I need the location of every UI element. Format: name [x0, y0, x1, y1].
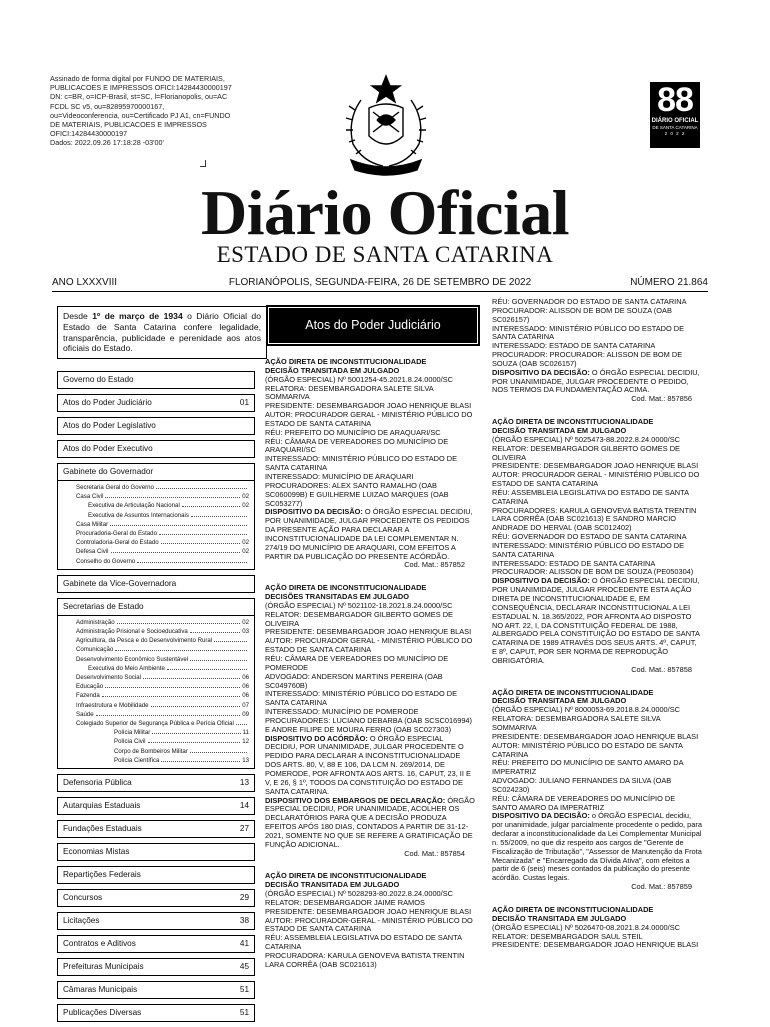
toc-entry[interactable] [57, 889, 255, 907]
toc-leader-dots [115, 645, 247, 651]
dispositivo-label: DISPOSITIVO DA DECISÃO: [492, 576, 590, 586]
act-line: RELATOR: DESEMBARGADOR SAUL STEIL [492, 931, 643, 941]
act-line: INTERESSADO: MUNICÍPIO DE POMERODE [265, 707, 419, 717]
toc-subitem-label: Conselho do Governo [76, 557, 136, 565]
act-dispositivo: DISPOSITIVO DA DECISÃO: O ÓRGÃO ESPECIAL DECIDIU, POR UNANIMIDADE, JULGAR PROCEDENTE OS PEDIDOS DA PRESENTE AÇÃO PARA DECLARAR A INCONSTITUCIONALIDADE DA LEI COMPLEMENTAR N. 274/19 DO MUNICÍPIO DE ARAQUARI, COM EFEITOS A PARTIR DA PUBLICAÇÃO DO PRESENTE ACÓRDÃO. [265, 507, 473, 561]
toc-entry-header [58, 1005, 254, 1021]
act-dispositivo: DISPOSITIVO DO ACÓRDÃO: O ÓRGÃO ESPECIAL DECIDIU, POR UNANIMIDADE, JULGAR PROCEDENTE O PEDIDO PARA DECLARAR A INCONSTITUCIONALIDADE DOS ARTS. 80, V, 88 E 106, DA LCM N. 269/2014, DE POMERODE, POR AFRONTA AOS ARTS. 16, CAPUT, 23, II E V, E 26, § 1º, TODOS DA CONSTITUIÇÃO DO ESTADO DE SANTA CATARINA. [265, 733, 471, 796]
toc-entry-label: Câmaras Municipais [63, 985, 138, 995]
toc-subitem-label: Desenvolvimento Social [76, 674, 142, 682]
act-heading: AÇÃO DIRETA DE INCONSTITUCIONALIDADE [265, 357, 427, 366]
toc-subitem[interactable] [58, 501, 254, 510]
toc-subitem-label: Casa Militar [76, 520, 109, 528]
toc-subitem-page: 09 [242, 710, 249, 718]
toc-entry[interactable] [57, 820, 255, 838]
dateline [52, 276, 708, 290]
toc-entry[interactable] [57, 417, 255, 435]
toc-entry-header [58, 395, 254, 411]
column-right [492, 298, 702, 950]
act-line: RÉU: CÂMARA DE VEREADORES DO MUNICÍPIO DE SANTO AMARO DA IMPERATRIZ [492, 793, 676, 812]
act-heading: AÇÃO DIRETA DE INCONSTITUCIONALIDADE [265, 583, 427, 593]
toc-entry-page: 14 [239, 801, 249, 811]
cod-mat: Cod. Mat.: 857859 [631, 882, 692, 892]
act-line: PRESIDENTE: DESEMBARGADOR JOAO HENRIQUE BLASI [265, 906, 472, 916]
act-line: RELATOR: DESEMBARGADOR GILBERTO GOMES DE OLIVEIRA [265, 609, 453, 628]
intro-post: o Diário Oficial do Estado de Santa Catarina confere legalidade, transparência, publicidade e perenidade aos atos oficiais do Estado. [63, 311, 261, 354]
act-heading: DECISÃO TRANSITADA EM JULGADO [492, 425, 627, 435]
act-line: RÉU: PREFEITO DO MUNICÍPIO DE SANTO AMARO DA IMPERATRIZ [492, 758, 684, 777]
spacer [265, 858, 475, 872]
toc-entry[interactable] [57, 1004, 255, 1022]
toc-subitem[interactable] [58, 483, 254, 492]
masthead-subtitle: ESTADO DE SANTA CATARINA [216, 242, 554, 267]
toc-entry-header [58, 798, 254, 814]
toc-subitem-label: Defesa Civil [76, 548, 109, 556]
act-line: AUTOR: PROCURADOR GERAL - MINISTÉRIO PÚBLICO DO ESTADO DE SANTA CATARINA [492, 470, 700, 489]
spacer [265, 570, 475, 584]
act-heading: AÇÃO DIRETA DE INCONSTITUCIONALIDADE [492, 905, 654, 914]
toc-entry-page: 51 [239, 1008, 249, 1018]
toc-entry-label: Atos do Poder Legislativo [63, 421, 156, 430]
act-line: PROCURADORA: KARULA GENOVEVA BATISTA TRENTIN LARA CORRÊA (OAB SC021613) [265, 951, 465, 969]
act-line: INTERESSADO: ESTADO DE SANTA CATARINA [492, 558, 656, 568]
toc-leader-dots [111, 547, 241, 553]
toc-subitem-label: Controladoria-Geral do Estado [76, 539, 159, 547]
toc-subitem[interactable] [58, 747, 254, 756]
toc-subitem-page: 07 [242, 701, 249, 709]
toc-group-secretarias[interactable] [57, 598, 255, 769]
toc-leader-dots [159, 529, 247, 535]
toc-subitem-label: Administração Prisional e Socioeducativa [76, 628, 188, 636]
toc-entry[interactable] [57, 371, 255, 389]
toc-leader-dots [190, 655, 247, 661]
act-line: PRESIDENTE: DESEMBARGADOR JOAO HENRIQUE BLASI [492, 461, 699, 471]
act-line: PRESIDENTE: DESEMBARGADOR JOAO HENRIQUE BLASI [492, 940, 699, 950]
toc-subitem[interactable] [58, 547, 254, 556]
toc-entry-label: Economias Mistas [63, 847, 130, 857]
act-heading: DECISÕES TRANSITADAS EM JULGADO [265, 592, 409, 602]
toc-subitem-label: Polícia Científica [114, 756, 160, 764]
toc-subitem[interactable] [58, 673, 254, 682]
act-heading: AÇÃO DIRETA DE INCONSTITUCIONALIDADE [492, 687, 654, 697]
toc-entry-page: 45 [239, 962, 249, 972]
toc-subitem[interactable] [58, 636, 254, 645]
toc-entry[interactable] [57, 394, 255, 412]
toc-leader-dots [105, 492, 240, 498]
toc-subitem[interactable] [58, 492, 254, 501]
cod-mat: Cod. Mat.: 857856 [631, 394, 692, 404]
act-heading: AÇÃO DIRETA DE INCONSTITUCIONALIDADE [492, 417, 654, 427]
toc-entry-header [58, 775, 254, 791]
toc-entry-header [58, 936, 254, 952]
toc-entry[interactable] [57, 981, 255, 999]
toc-subitem[interactable] [58, 538, 254, 547]
toc-subitem-page: 06 [242, 692, 249, 700]
toc-entry-label: Gabinete da Vice-Governadora [63, 578, 177, 588]
act-line: (ÓRGÃO ESPECIAL) Nº 5025473-88.2022.8.24.0000/SC [492, 434, 680, 444]
toc-entry-label: Licitações [63, 916, 100, 926]
act-line: AUTOR: PROCURADOR-GERAL - MINISTÉRIO PÚBLICO DO ESTADO DE SANTA CATARINA [265, 915, 473, 934]
badge-line1: DIÁRIO OFICIAL [651, 118, 699, 124]
section-banner [266, 305, 480, 346]
act-line: PROCURADOR: ALISSON DE BOM DE SOUZA (OAB SC026157) [492, 305, 672, 324]
toc-entry-header [58, 418, 254, 434]
toc-entry-header [58, 599, 254, 616]
toc-subitem-label: Educação [76, 683, 104, 691]
toc-entry[interactable] [57, 575, 255, 593]
masthead-title: Diário Oficial [200, 177, 570, 248]
toc-entry-label: Secretarias de Estado [63, 601, 144, 611]
toc-subitem[interactable] [58, 682, 254, 691]
toc-entry-page: 51 [239, 985, 249, 995]
toc-entry-label: Governo do Estado [63, 375, 134, 384]
act-line: (ÓRGÃO ESPECIAL) Nº 8000053-69.2018.8.24.0000/SC [492, 705, 680, 715]
intro-date: 1º de março de 1934 [92, 311, 183, 321]
act-line: (ÓRGÃO ESPECIAL) Nº 5026470-08.2021.8.24.0000/SC [492, 922, 680, 932]
act-line: PROCURADORES: ALEX SANTO RAMALHO (OAB SC060099B) E GUILHERME LUIZAO MARQUES (OAB SC053277) [265, 480, 449, 508]
dispositivo-label: DISPOSITIVO DA DECISÃO: [492, 367, 590, 377]
toc-subitem-page: 02 [242, 548, 249, 556]
act-line: PRESIDENTE: DESEMBARGADOR JOAO HENRIQUE BLASI [265, 627, 472, 637]
state-coat-of-arms-icon [333, 70, 439, 182]
toc-entry-label: Defensoria Pública [63, 778, 132, 788]
spacer [492, 675, 702, 689]
toc-entry-header [58, 576, 254, 592]
act-dispositivo: DISPOSITIVO DA DECISÃO: O ÓRGÃO ESPECIAL DECIDIU, POR UNANIMIDADE, JULGAR PROCEDENTE ESTA AÇÃO DIRETA DE INCONSTITUCIONALIDADE E, EM CONSEQUÊNCIA, DECLARAR INCONSTITUCIONAL A LEI ESTADUAL N. 18.365/2022, POR AFRONTA AO DISPOSTO NO ART. 22, I, DA CONSTITUIÇÃO FEDERAL DE 1988, ALBERGADO PELA CONSTITUIÇÃO DO ESTADO DE SANTA CATARINA DE 1989 ATRAVÉS DOS SEUS ARTS. 4º, CAPUT, E 8º, CAPUT, POR SER NORMA DE REPRODUÇÃO OBRIGATÓRIA. [492, 576, 700, 665]
toc-entry[interactable] [57, 774, 255, 792]
toc-subitem[interactable] [58, 520, 254, 529]
dispositivo-label: DISPOSITIVO DO ACÓRDÃO: [265, 733, 368, 743]
act-line: AUTOR: MINISTÉRIO PÚBLICO DO ESTADO DE SANTA CATARINA [492, 740, 683, 759]
toc-subitem-page: 06 [242, 674, 249, 682]
toc-entry-page: 01 [239, 398, 249, 407]
act-line: INTERESSADO: MINISTÉRIO PÚBLICO DO ESTADO DE SANTA CATARINA [492, 323, 685, 342]
act-line: PROCURADOR: ALISSON DE BOM DE SOUZA (PE050304) [492, 567, 694, 577]
toc-group-gabinete[interactable] [57, 463, 255, 570]
toc-entry[interactable] [57, 958, 255, 976]
toc-leader-dots [161, 756, 240, 762]
toc-entry-header [58, 844, 254, 860]
place-date: FLORIANÓPOLIS, SEGUNDA-FEIRA, 26 DE SETEMBRO DE 2022 [228, 277, 532, 288]
toc-entry-header [58, 441, 254, 457]
toc-leader-dots [214, 636, 247, 642]
toc-subitem[interactable] [58, 655, 254, 664]
toc-subitem[interactable] [58, 664, 254, 673]
toc-leader-dots [190, 627, 240, 633]
toc-subitem[interactable] [58, 557, 254, 566]
toc-leader-dots [96, 710, 241, 716]
toc-entry-label: Repartições Federais [63, 870, 141, 880]
toc-subitem-page: 03 [242, 628, 249, 636]
toc-entry-header [58, 821, 254, 837]
act-line: RELATORA: DESEMBARGADORA SALETE SILVA SOMMARIVA [265, 383, 434, 402]
toc-entry-header [58, 464, 254, 481]
act-line: RÉU: CÂMARA DE VEREADORES DO MUNICÍPIO DE ARAQUARI/SC [265, 436, 449, 455]
toc-entry[interactable] [57, 866, 255, 884]
toc-subitem-label: Agricultura, da Pesca e do Desenvolvimento Rural [76, 637, 213, 645]
toc-subitem[interactable] [58, 618, 254, 627]
toc-subitem-label: Administração [76, 618, 115, 626]
toc-subitem[interactable] [58, 756, 254, 765]
act-heading: DECISÃO TRANSITADA EM JULGADO [265, 880, 400, 890]
cod-mat: Cod. Mat.: 857854 [404, 848, 465, 858]
act-line: PROCURADORES: KARULA GENOVEVA BATISTA TRENTIN LARA CORRÊA (OAB SC021613) E SANDRO MARCIO ANDRADE DO HERVAL (OAB SC012402) [492, 505, 697, 533]
act-line: RELATOR: DESEMBARGADOR JAIME RAMOS [265, 897, 425, 907]
toc-leader-dots [148, 737, 241, 743]
toc-subitem[interactable] [58, 645, 254, 654]
toc-leader-dots [156, 483, 247, 489]
toc-subitem[interactable] [58, 719, 254, 728]
badge-line2: DE SANTA CATARINA [652, 125, 698, 130]
toc-subitem-label: Executiva de Articulação Nacional [88, 502, 180, 510]
act-dispositivo: DISPOSITIVO DA DECISÃO: o ÓRGÃO ESPECIAL decidiu, por unanimidade, julgar parcialmente procedente o pedido, para declarar a inconstitucionalidade da Lei Complementar Municipal n. 55/2009, no que diz respeito aos cargos de "Gerente de Fiscalização de Tributação", "Assessor de Manutenção da Frota Mecanizada" e "Encarregado da Dívida Ativa", com efeitos a partir de 6 (seis) meses contados da publicação do presente acórdão. Custas legais. [492, 811, 702, 883]
toc-entry-page: 13 [239, 778, 249, 788]
act-line: AUTOR: PROCURADOR GERAL - MINISTÉRIO PÚBLICO DO ESTADO DE SANTA CATARINA [265, 636, 473, 655]
anniversary-badge [650, 82, 700, 148]
toc-entry-header [58, 913, 254, 929]
toc-entry-header [58, 867, 254, 883]
spacer [492, 404, 702, 418]
toc-entry-label: Gabinete do Governador [63, 467, 154, 476]
act-line: RÉU: CÂMARA DE VEREADORES DO MUNICÍPIO DE POMERODE [265, 654, 449, 672]
toc-subitem-label: Polícia Civil [114, 738, 146, 746]
toc-subitem-page: 02 [242, 539, 249, 547]
act-line: PROCURADOR: PROCURADOR: ALISSON DE BOM DE SOUZA (OAB SC026157) [492, 350, 683, 368]
toc-subitem[interactable] [58, 511, 254, 520]
act-line: INTERESSADO: ESTADO DE SANTA CATARINA [492, 341, 656, 351]
toc-leader-dots [105, 682, 240, 688]
act-dispositivo: DISPOSITIVO DOS EMBARGOS DE DECLARAÇÃO: ÓRGÃO ESPECIAL DECIDIU, POR UNANIMIDADE, ACOLHER OS DECLARATÓRIOS PARA QUE A DECISÃO PRODUZA EFEITOS APÓS 180 DIAS, CONTADOS A PARTIR DE 31-12-2021, SOMENTE NO QUE SE REFERE A GRATIFICAÇÃO DE FUNÇÃO ADICIONAL. [265, 795, 475, 849]
toc-leader-dots [137, 557, 247, 563]
toc-entry[interactable] [57, 935, 255, 953]
act-line: RELATORA: DESEMBARGADORA SALETE SILVA SOMMARIVA [492, 714, 661, 732]
toc-entry-label: Atos do Poder Executivo [63, 444, 153, 453]
toc-leader-dots [190, 747, 247, 753]
toc-subitem-label: Corpo de Bombeiros Militar [114, 747, 188, 755]
toc-leader-dots [191, 511, 247, 517]
toc-entry-label: Fundações Estaduais [63, 824, 142, 834]
toc-subitem-label: Executiva do Meio Ambiente [88, 664, 165, 672]
toc-subitem[interactable] [58, 728, 254, 737]
toc-entry-page: 38 [239, 916, 249, 926]
toc-subitem-label: Casa Civil [76, 493, 104, 501]
toc-subitem-page: 12 [242, 738, 249, 746]
act-line: INTERESSADO: MINISTÉRIO PÚBLICO DO ESTADO DE SANTA CATARINA [265, 454, 458, 473]
act-heading: DECISÃO TRANSITADA EM JULGADO [492, 696, 627, 706]
dispositivo-label: DISPOSITIVO DA DECISÃO: [265, 507, 363, 517]
act-line: PRESIDENTE: DESEMBARGADOR JOAO HENRIQUE BLASI [265, 401, 472, 411]
intro-pre: Desde [63, 311, 93, 321]
signature-corner-mark [200, 160, 206, 167]
toc-subitem-label: Desenvolvimento Econômico Sustentável [76, 655, 189, 663]
toc-entry-page: 27 [239, 824, 249, 834]
act-line: (ÓRGÃO ESPECIAL) Nº 5001254-45.2021.8.24.0000/SC [265, 374, 453, 384]
act-line: RELATOR: DESEMBARGADOR GILBERTO GOMES DE OLIVEIRA [492, 443, 680, 462]
act-line: PRESIDENTE: DESEMBARGADOR JOAO HENRIQUE BLASI [492, 731, 699, 741]
toc-leader-dots [167, 664, 247, 670]
cod-mat: Cod. Mat.: 857858 [631, 664, 692, 674]
toc-subitem-page: 02 [242, 618, 249, 626]
cod-mat: Cod. Mat.: 857852 [404, 560, 465, 570]
toc-subitem-label: Fazenda [76, 692, 100, 700]
toc-subitem-page: 02 [242, 502, 249, 510]
act-line: (ÓRGÃO ESPECIAL) Nº 5021102-18.2021.8.24.0000/SC [265, 600, 453, 610]
toc-leader-dots [152, 728, 240, 734]
toc-leader-dots [143, 673, 240, 679]
toc-entry-label: Atos do Poder Judiciário [63, 398, 152, 407]
toc-entry-page: 29 [239, 893, 249, 903]
act-line: ADVOGADO: JULIANO FERNANDES DA SILVA (OAB SC024230) [492, 776, 672, 794]
digital-signature: Assinado de forma digital por FUNDO DE MATERIAIS, PUBLICACOES E IMPRESSOS OFICI:14284430000197 DN: c=BR, o=ICP-Brasil, st=SC, l=Florianopolis, ou=AC FCDL SC v5, ou=82895970000167, ou=Videoconferencia, ou=Certificado PJ A1, cn=FUNDO DE MATERIAIS, PUBLICACOES E IMPRESSOS OFICI:14284430000197 Dados: 2022.09.26 17:18:28 -03'00' [50, 74, 232, 148]
toc-leader-dots [161, 538, 241, 544]
act-line: AUTOR: PROCURADOR GERAL - MINISTÉRIO PÚBLICO DO ESTADO DE SANTA CATARINA [265, 410, 473, 428]
toc-entry-label: Publicações Diversas [63, 1008, 142, 1018]
dispositivo-label: DISPOSITIVO DOS EMBARGOS DE DECLARAÇÃO: [265, 795, 446, 805]
toc-entry-header [58, 372, 254, 388]
badge-number: 88 [657, 81, 693, 119]
dispositivo-label: DISPOSITIVO DA DECISÃO: [492, 811, 590, 821]
toc-entry[interactable] [57, 912, 255, 930]
act-line: RÉU: GOVERNADOR DO ESTADO DE SANTA CATARINA [492, 297, 687, 306]
act-dispositivo: DISPOSITIVO DA DECISÃO: O ÓRGÃO ESPECIAL DECIDIU, POR UNANIMIDADE, JULGAR PROCEDENTE O PEDIDO, NOS TERMOS DA FUNDAMENTAÇÃO ACIMA. [492, 367, 700, 395]
toc-leader-dots [236, 719, 247, 725]
act-line: INTERESSADO: MINISTÉRIO PÚBLICO DO ESTADO DE SANTA CATARINA [492, 540, 685, 559]
act-line: PROCURADORES: LUCIANO DEBARBA (OAB SCSC016994) E ANDRE FILIPE DE MOURA FERRO (OAB SC027303) [265, 715, 472, 734]
toc-subitem-label: Colegiado Superior de Segurança Pública e Perícia Oficial [76, 720, 234, 728]
act-line: INTERESSADO: MINISTÉRIO PÚBLICO DO ESTADO DE SANTA CATARINA [265, 689, 458, 708]
toc-subitem-label: Infraestrutura e Mobilidade [76, 701, 149, 709]
toc-entry[interactable] [57, 797, 255, 815]
section-banner-label: Atos do Poder Judiciário [305, 318, 441, 332]
toc-entry[interactable] [57, 440, 255, 458]
toc-subitem-label: Polícia Militar [114, 729, 151, 737]
toc-subitems [58, 481, 254, 569]
toc-subitem[interactable] [58, 701, 254, 710]
act-heading: AÇÃO DIRETA DE INCONSTITUCIONALIDADE [265, 871, 427, 881]
toc-subitem[interactable] [58, 710, 254, 719]
act-line: RÉU: PREFEITO DO MUNICÍPIO DE ARAQUARI/SC [265, 427, 441, 437]
toc-subitems [58, 616, 254, 768]
act-line: (ÓRGÃO ESPECIAL) Nº 5028293-80.2022.8.24.0000/SC [265, 889, 453, 899]
toc-subitem-page: 13 [242, 756, 249, 764]
spacer [265, 344, 475, 358]
toc-entry-label: Contratos e Aditivos [63, 939, 136, 949]
toc-entry-label: Prefeituras Municipais [63, 962, 144, 972]
toc-subitem-page: 02 [242, 493, 249, 501]
act-line: RÉU: ASSEMBLEIA LEGISLATIVA DO ESTADO DE SANTA CATARINA [265, 933, 462, 952]
spacer [492, 892, 702, 906]
table-of-contents [57, 371, 255, 1027]
act-line: ADVOGADO: ANDERSON MARTINS PEREIRA (OAB SC049760B) [265, 671, 443, 690]
toc-entry-label: Concursos [63, 893, 103, 903]
toc-subitem-label: Saúde [76, 710, 94, 718]
intro-box [57, 306, 267, 359]
toc-entry-header [58, 982, 254, 998]
act-line: INTERESSADO: MUNICÍPIO DE ARAQUARI [265, 471, 414, 481]
toc-entry[interactable] [57, 843, 255, 861]
issue-number: NÚMERO 21.864 [630, 277, 708, 288]
toc-entry-header [58, 959, 254, 975]
toc-entry-page: 41 [239, 939, 249, 949]
act-line: RÉU: ASSEMBLEIA LEGISLATIVA DO ESTADO DE SANTA CATARINA [492, 487, 689, 506]
column-middle [265, 344, 475, 970]
year-label: ANO LXXXVIII [52, 277, 118, 288]
act-heading: DECISÃO TRANSITADA EM JULGADO [492, 913, 627, 923]
toc-leader-dots [117, 618, 241, 624]
toc-subitem[interactable] [58, 691, 254, 700]
toc-subitem-label: Executiva de Assuntos Internacionais [88, 511, 189, 519]
toc-subitem-label: Comunicação [76, 646, 114, 654]
toc-subitem-label: Procuradoria-Geral do Estado [76, 530, 157, 538]
toc-leader-dots [110, 520, 247, 526]
toc-subitem[interactable] [58, 737, 254, 746]
toc-leader-dots [182, 501, 240, 507]
toc-entry-label: Autarquias Estaduais [63, 801, 141, 811]
toc-leader-dots [102, 691, 241, 697]
toc-leader-dots [151, 701, 241, 707]
toc-subitem-page: 11 [242, 729, 249, 737]
toc-subitem[interactable] [58, 627, 254, 636]
badge-year: 2 0 2 2 [664, 131, 686, 136]
act-line: RÉU: GOVERNADOR DO ESTADO DE SANTA CATARINA [492, 532, 687, 542]
toc-subitem-label: Secretaria Geral do Governo [76, 484, 154, 491]
toc-subitem-page: 06 [242, 683, 249, 691]
toc-entry-header [58, 890, 254, 906]
act-heading: DECISÃO TRANSITADA EM JULGADO [265, 365, 400, 375]
toc-subitem[interactable] [58, 529, 254, 538]
header-rule [52, 291, 708, 292]
